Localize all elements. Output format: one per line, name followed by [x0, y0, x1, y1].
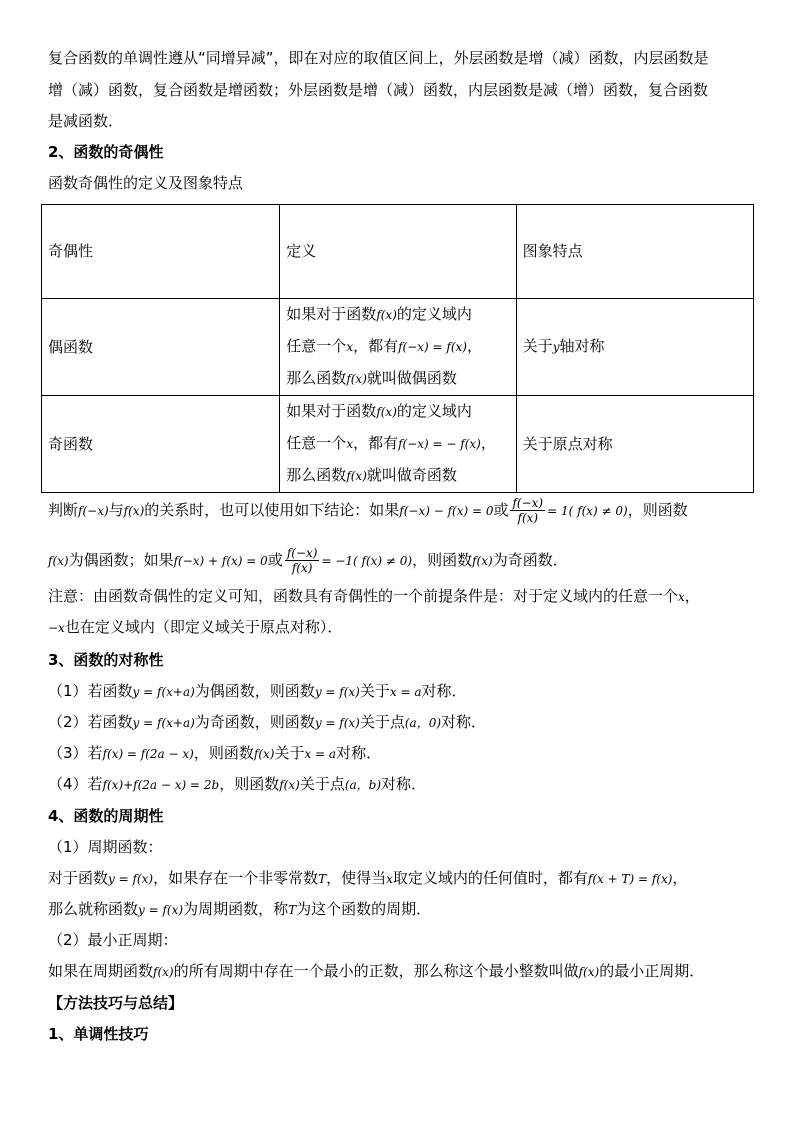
note-line-2: −x也在定义域内（即定义域关于原点对称）． [48, 618, 343, 636]
judge-line-1: 判断f(−x)与f(x)的关系时，也可以使用如下结论：如果f(−x) − f(x) = 0或 $\frac{f(-x)}{f(x)}$ = 1( f(x) ≠ 0)，则函数 [48, 496, 688, 525]
section-2-subtitle: 函数奇偶性的定义及图象特点 [48, 174, 244, 192]
table-row-odd [42, 396, 754, 493]
summary-heading: 【方法技巧与总结】 [48, 994, 184, 1012]
intro-line-2: 增（减）函数，复合函数是增函数；外层函数是增（减）函数，内层函数是减（增）函数，复合函数 [48, 81, 709, 99]
symmetry-item-3: （3）若f(x) = f(2a − x)，则函数f(x)关于x = a对称． [48, 744, 382, 762]
odd-function-feature: 关于原点对称 [516, 396, 753, 493]
intro-line-1: 复合函数的单调性遵从“同增异减”，即在对应的取值区间上，外层函数是增（减）函数，内层函数是 [48, 49, 709, 67]
periodic-definition-line-2: 那么就称函数y = f(x)为周期函数，称T为这个函数的周期． [48, 900, 432, 918]
header-definition: 定义 [280, 205, 516, 299]
periodic-subheading-1: （1）周期函数： [48, 838, 163, 856]
fraction: $\frac{f(-x)}{f(x)}$ [286, 546, 318, 575]
summary-item-1: 1、单调性技巧 [48, 1025, 149, 1043]
symmetry-item-1: （1）若函数y = f(x+a)为偶函数，则函数y = f(x)关于x = a对称． [48, 682, 467, 700]
intro-line-3: 是减函数． [48, 112, 124, 130]
parity-table [41, 204, 754, 493]
periodic-subheading-2: （2）最小正周期： [48, 931, 178, 949]
table-header-row [42, 205, 754, 299]
header-graph-feature: 图象特点 [516, 205, 753, 299]
table-row-even [42, 299, 754, 396]
fraction: $\frac{f(-x)}{f(x)}$ [512, 496, 544, 525]
odd-function-definition: 如果对于函数f(x)的定义域内 任意一个x，都有f(−x) = − f(x)， 那么函数f(x)就叫做奇函数 [280, 396, 516, 493]
periodic-definition-line-1: 对于函数y = f(x)，如果存在一个非零常数T，使得当x取定义域内的任何值时，都有f(x + T) = f(x)， [48, 869, 688, 887]
odd-function-name: 奇函数 [42, 396, 280, 493]
note-line-1: 注意：由函数奇偶性的定义可知，函数具有奇偶性的一个前提条件是：对于定义域内的任意一个x， [48, 587, 700, 605]
section-2-heading: 2、函数的奇偶性 [48, 143, 164, 161]
header-parity: 奇偶性 [42, 205, 280, 299]
even-function-definition: 如果对于函数f(x)的定义域内 任意一个x，都有f(−x) = f(x)， 那么函数f(x)就叫做偶函数 [280, 299, 516, 396]
symmetry-item-4: （4）若f(x)+f(2a − x) = 2b，则函数f(x)关于点(a，b)对称． [48, 775, 427, 793]
section-4-heading: 4、函数的周期性 [48, 807, 164, 825]
min-period-definition: 如果在周期函数f(x)的所有周期中存在一个最小的正数，那么称这个最小整数叫做f(x)的最小正周期． [48, 962, 705, 980]
section-3-heading: 3、函数的对称性 [48, 651, 164, 669]
even-function-name: 偶函数 [42, 299, 280, 396]
judge-line-2: f(x)为偶函数；如果f(−x) + f(x) = 0或 $\frac{f(-x)}{f(x)}$ = −1( f(x) ≠ 0)，则函数f(x)为奇函数． [48, 546, 568, 575]
symmetry-item-2: （2）若函数y = f(x+a)为奇函数，则函数y = f(x)关于点(a，0)对称． [48, 713, 487, 731]
even-function-feature: 关于y轴对称 [516, 299, 753, 396]
